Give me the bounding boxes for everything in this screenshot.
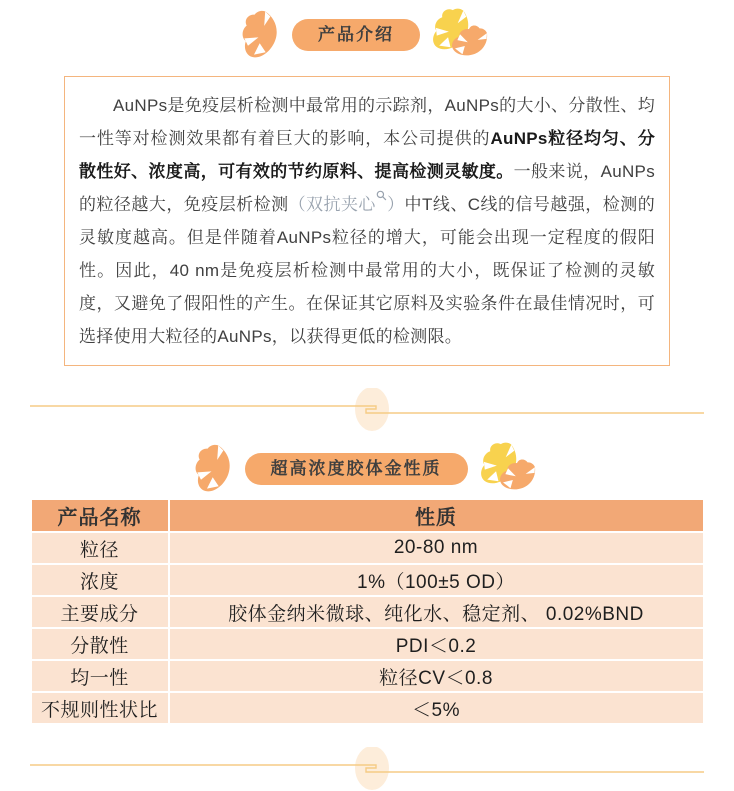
table-row xyxy=(32,533,703,563)
table-cell-label: 均一性 xyxy=(32,661,168,691)
section-divider xyxy=(20,388,714,432)
table-header-row xyxy=(32,500,703,531)
keyword-search-link[interactable] xyxy=(289,195,405,214)
table-cell-label: 主要成分 xyxy=(32,597,168,627)
properties-table xyxy=(30,498,705,725)
intro-paragraph xyxy=(79,89,655,353)
section-header-gold-properties xyxy=(0,440,734,498)
section-badge: 产品介绍 xyxy=(292,19,420,51)
table-cell-label: 浓度 xyxy=(32,565,168,595)
intro-panel xyxy=(64,76,670,366)
table-header-cell: 性质 xyxy=(170,500,703,531)
keyword-close-paren[interactable]: ） xyxy=(386,195,405,214)
intro-text-bold: AuNPs粒径均匀、分散性好、浓度高，可有效的节约原料、提高检测灵敏度。 xyxy=(79,129,655,181)
leaf-cluster xyxy=(480,441,542,497)
table-cell-value: 1%（100±5 OD） xyxy=(170,565,703,595)
table-cell-label: 粒径 xyxy=(32,533,168,563)
table-row xyxy=(32,661,703,691)
section-badge: 超高浓度胶体金性质 xyxy=(245,453,468,485)
table-row xyxy=(32,565,703,595)
table-cell-value: 胶体金纳米微球、纯化水、稳定剂、 0.02%BND xyxy=(170,597,703,627)
table-cell-value: ＜5% xyxy=(170,693,703,723)
table-row xyxy=(32,693,703,723)
keyword-text[interactable]: （双抗夹心 xyxy=(288,195,376,214)
table-row xyxy=(32,597,703,627)
table-cell-value: 粒径CV＜0.8 xyxy=(170,661,703,691)
section-divider xyxy=(20,747,714,791)
table-row xyxy=(32,629,703,659)
intro-text-part1: AuNPs是免疫层析检测中最常用的示踪剂，AuNPs的大小、分散性、均一性等对检测效果都有着巨大的影响，本公司提供的 xyxy=(79,96,655,148)
leaf-icon xyxy=(188,441,237,496)
table-cell-value: PDI＜0.2 xyxy=(170,629,703,659)
table-cell-label: 不规则性状比 xyxy=(32,693,168,723)
table-cell-value: 20-80 nm xyxy=(170,533,703,563)
intro-text-part3: 中T线、C线的信号越强，检测的灵敏度越高。但是伴随着AuNPs粒径的增大，可能会出现一定程度的假阳性。因此，40 nm是免疫层析检测中最常用的大小，既保证了检测的灵敏度，又避免了假阳性的产生。在保证其它原料及实验条件在最佳情况时，可选择使用大粒径的AuNPs，以获得更低的检测限。 xyxy=(79,195,656,346)
table-cell-label: 分散性 xyxy=(32,629,168,659)
leaf-cluster xyxy=(432,7,494,63)
leaf-icon xyxy=(235,7,284,62)
table-header-cell: 产品名称 xyxy=(32,500,168,531)
search-icon[interactable] xyxy=(376,190,387,201)
section-header-product-intro xyxy=(0,6,734,64)
intro-text-part2: 一般来说，AuNPs的粒径越大，免疫层析检测 xyxy=(79,162,655,214)
